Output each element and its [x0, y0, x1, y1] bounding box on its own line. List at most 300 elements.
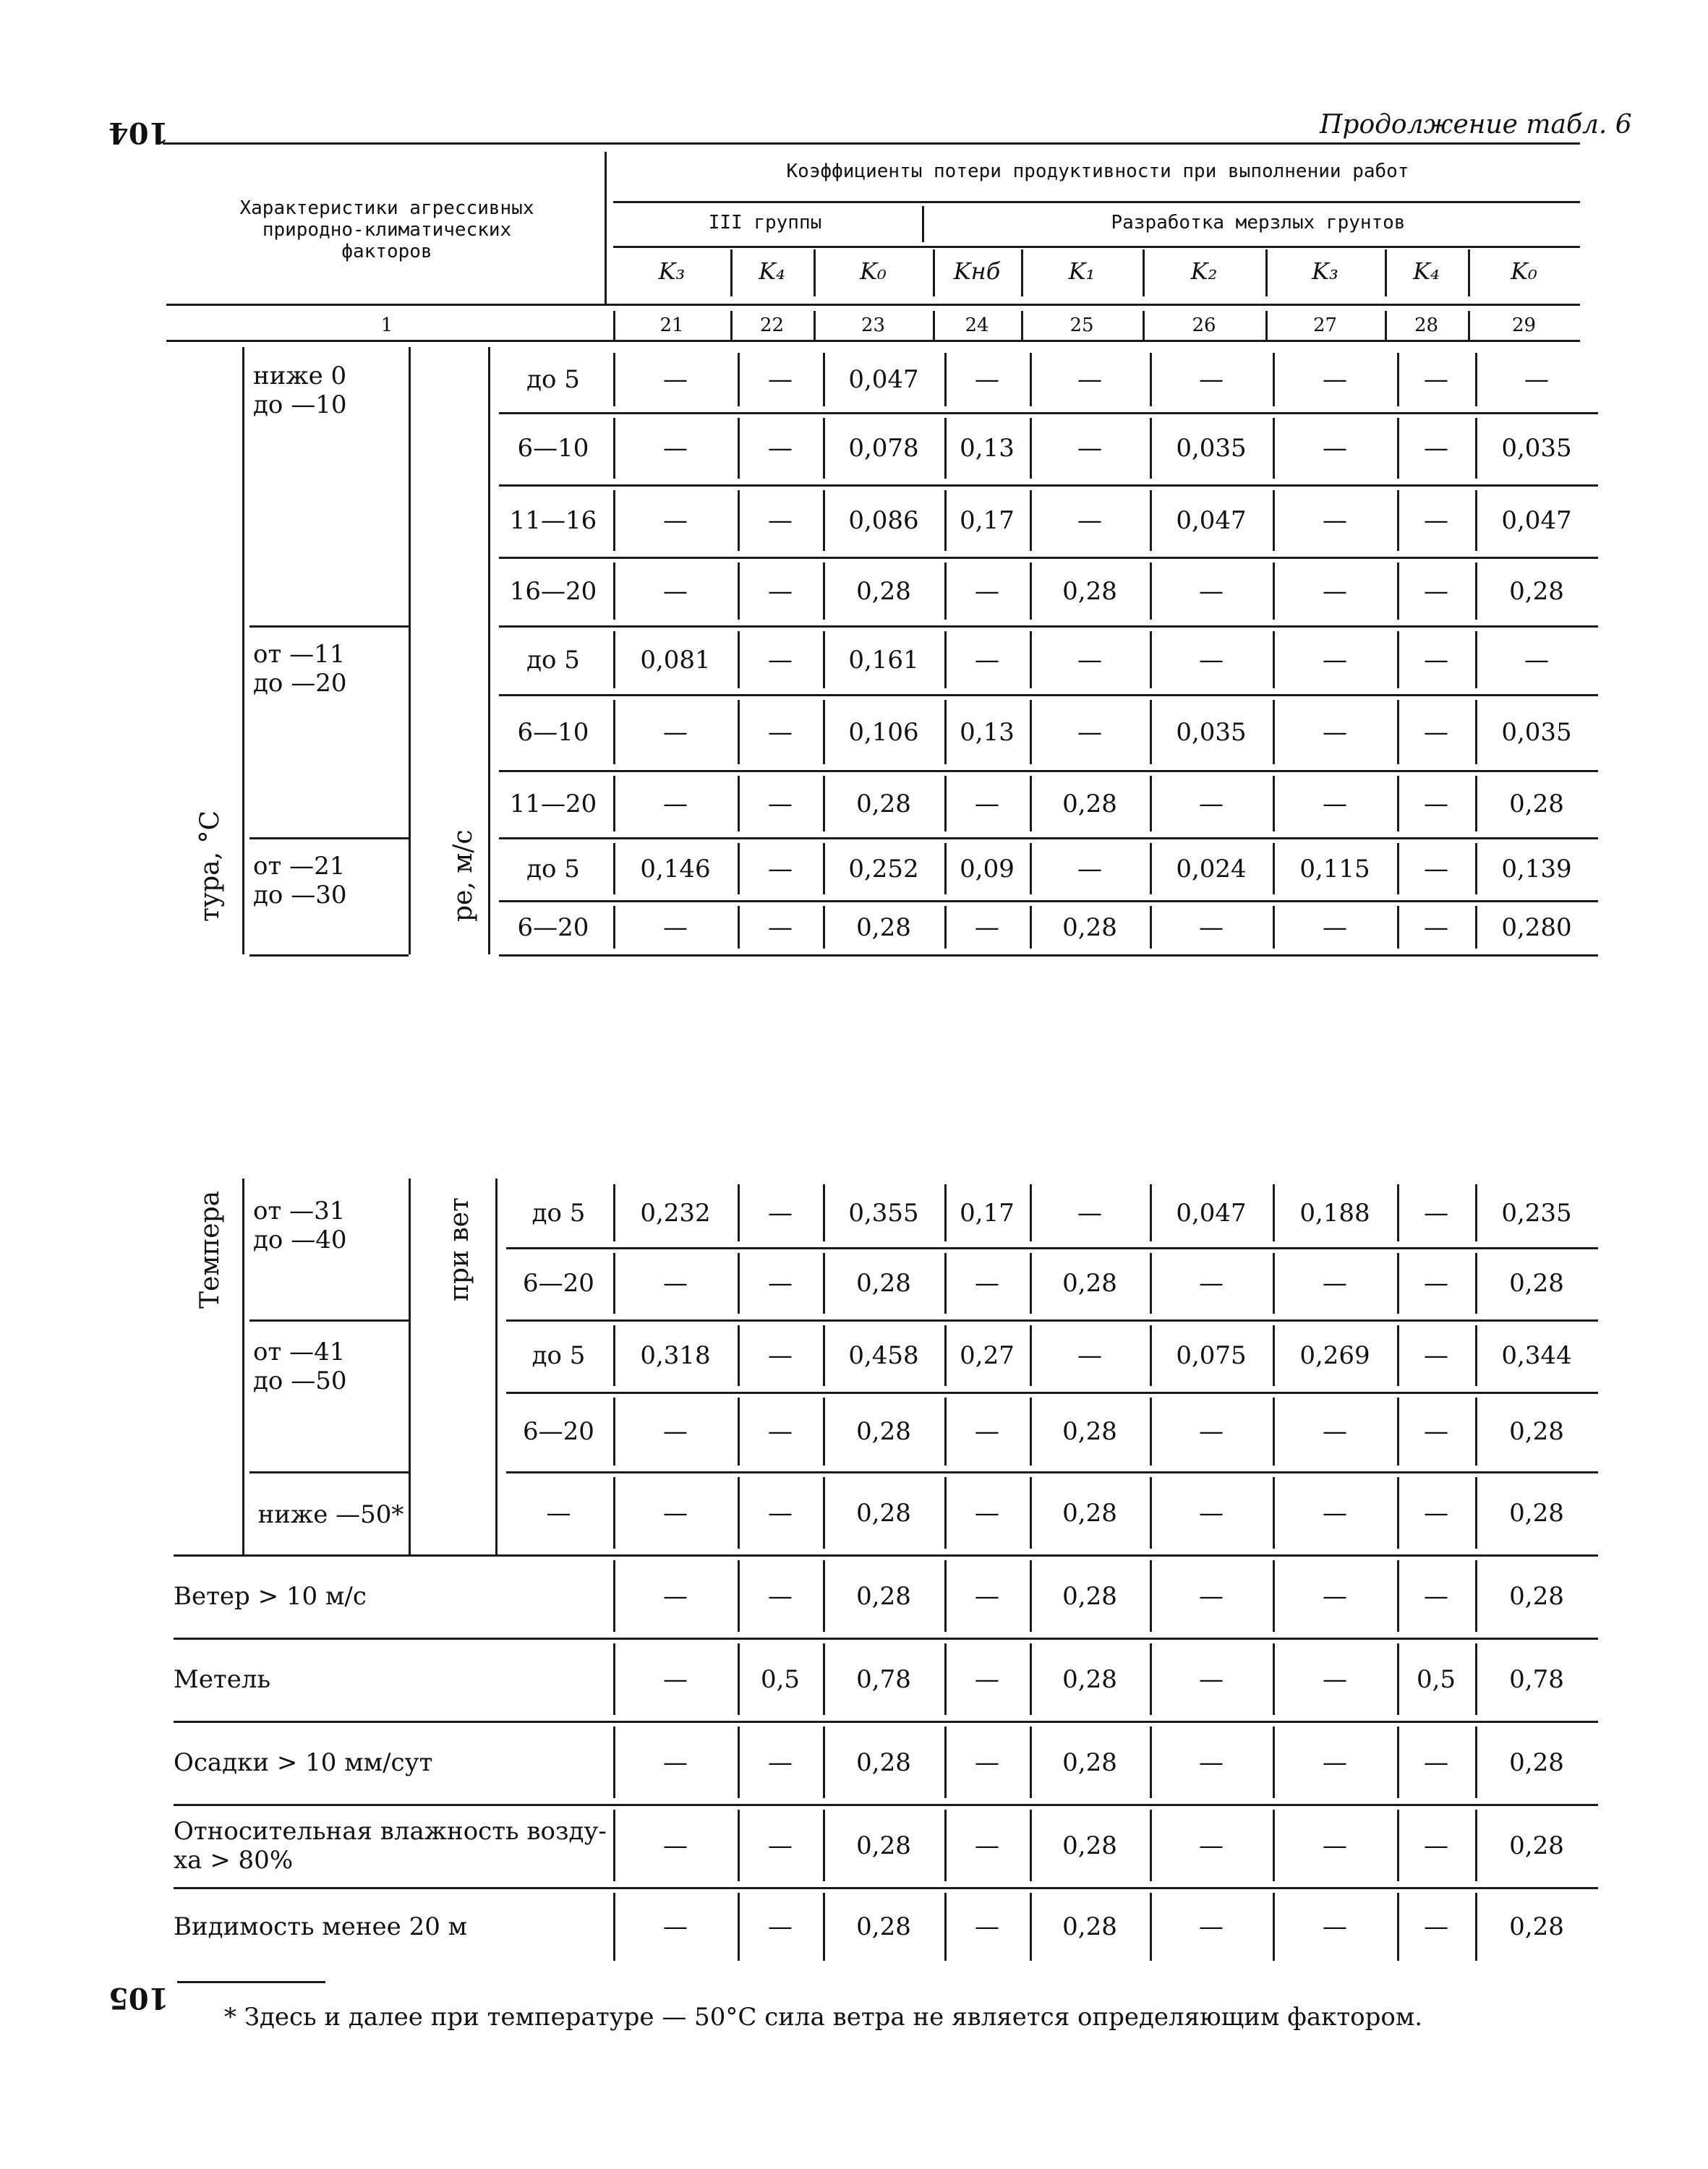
col-divider [1397, 631, 1399, 688]
col-divider [1475, 1253, 1477, 1314]
bottom-row-value: 0,232 [640, 1198, 711, 1228]
top-row-value: — [1424, 717, 1448, 747]
top-row-value: — [1199, 645, 1224, 675]
col-divider [1030, 1477, 1032, 1549]
col-divider [613, 1253, 615, 1314]
temp-group-rule [409, 1178, 411, 1554]
col-divider [944, 1477, 947, 1549]
row-rule [506, 1471, 1598, 1473]
col-divider [613, 700, 615, 764]
wind-group-rule [495, 1178, 498, 1554]
top-row-value: 0,115 [1299, 854, 1370, 884]
top-row-value: — [1424, 506, 1448, 535]
temp-group-rule [242, 347, 244, 954]
col-divider [1397, 562, 1399, 620]
col-divider [738, 1727, 740, 1798]
top-row-value: 0,081 [640, 645, 711, 675]
wind-axis-label: при вет [445, 1197, 474, 1301]
top-row-value: — [768, 434, 793, 463]
top-row-value: — [1323, 434, 1347, 463]
col-divider [738, 1477, 740, 1549]
top-row-value: 0,13 [960, 434, 1015, 463]
col-divider [613, 906, 615, 949]
factor-row-value: — [663, 1747, 688, 1777]
factor-row-value: — [768, 1831, 793, 1860]
bottom-row-value: — [768, 1417, 793, 1446]
col-divider [1273, 906, 1275, 949]
top-row-value: — [1424, 912, 1448, 942]
col-divider [944, 1184, 947, 1241]
bottom-row-value: — [1424, 1341, 1448, 1370]
bottom-row-value: — [1323, 1498, 1347, 1528]
wind-range: 6—10 [517, 434, 589, 463]
top-row-value: — [1323, 365, 1347, 394]
col-divider [738, 418, 740, 479]
footnote: * Здесь и далее при температуре — 50°С сила ветра не является определяющим фактором. [224, 2003, 1423, 2032]
top-row-value: 0,28 [856, 789, 911, 818]
factor-label: Видимость менее 20 м [174, 1912, 468, 1941]
col-divider [738, 843, 740, 894]
col-divider [1150, 700, 1152, 764]
top-row-value: — [663, 434, 688, 463]
col-divider [1475, 1810, 1477, 1881]
col-divider [944, 562, 947, 620]
col-divider [823, 418, 825, 479]
bottom-row-value: — [768, 1341, 793, 1370]
top-row-value: — [1524, 645, 1549, 675]
col-divider [1030, 1253, 1032, 1314]
col-divider [738, 1810, 740, 1881]
col-divider [823, 700, 825, 764]
factor-row-value: — [1199, 1747, 1224, 1777]
bottom-row-value: — [663, 1498, 688, 1528]
bottom-row-value: — [1323, 1417, 1347, 1446]
factor-row-value: 0,28 [1509, 1831, 1564, 1860]
header-top-rule [163, 142, 1580, 145]
header-divider [1265, 249, 1268, 296]
factor-label: Ветер > 10 м/с [174, 1581, 367, 1611]
header-frozen: Разработка мерзлых грунтов [1111, 212, 1406, 234]
header-k-label: K₀ [860, 257, 887, 285]
top-row-value: — [1424, 789, 1448, 818]
bottom-row-value: 0,318 [640, 1341, 711, 1370]
col-number: 23 [861, 315, 886, 336]
temp-group-rule [249, 1471, 409, 1473]
row-rule [174, 1887, 1598, 1889]
page-number-top: 104 [108, 116, 169, 150]
col-divider [1273, 1325, 1275, 1386]
col-divider [613, 353, 615, 406]
col-divider [944, 1643, 947, 1715]
col-divider [1150, 1560, 1152, 1632]
top-row-value: 0,28 [1509, 789, 1564, 818]
factor-row-value: — [1323, 1831, 1347, 1860]
top-row-value: 0,17 [960, 506, 1015, 535]
top-row-value: — [975, 789, 999, 818]
col-divider [944, 1893, 947, 1961]
top-row-value: — [1199, 365, 1224, 394]
factor-row-value: 0,5 [760, 1664, 800, 1694]
bottom-row-value: — [1424, 1198, 1448, 1228]
top-row-value: 0,28 [1062, 576, 1117, 606]
col-divider [823, 1727, 825, 1798]
col-divider [613, 1727, 615, 1798]
bottom-row-value: 0,28 [856, 1498, 911, 1528]
col-divider [1273, 1477, 1275, 1549]
col-divider [823, 562, 825, 620]
top-row-value: 0,13 [960, 717, 1015, 747]
col-divider [1150, 1184, 1152, 1241]
col-number: 25 [1069, 315, 1094, 336]
col-divider [1475, 1477, 1477, 1549]
top-row-value: — [1323, 506, 1347, 535]
top-row-value: — [1077, 645, 1102, 675]
col-divider [823, 1477, 825, 1549]
factor-row-value: 0,78 [856, 1664, 911, 1694]
factor-row-value: 0,28 [1509, 1912, 1564, 1941]
header-divider [1468, 249, 1470, 296]
header-divider [730, 249, 733, 296]
top-row-value: — [1199, 789, 1224, 818]
factor-row-value: — [1424, 1747, 1448, 1777]
col-divider [613, 1560, 615, 1632]
col-divider [1030, 1560, 1032, 1632]
col-divider [823, 906, 825, 949]
row-rule [174, 1721, 1598, 1723]
col-number: 24 [965, 315, 989, 336]
column-numbers-rule [166, 340, 1580, 342]
top-row-value: 0,252 [848, 854, 919, 884]
col-divider [1273, 1810, 1275, 1881]
top-row-value: — [975, 912, 999, 942]
bottom-row-value: — [1077, 1198, 1102, 1228]
factor-row-value: — [1199, 1831, 1224, 1860]
col-divider [1475, 1560, 1477, 1632]
wind-range: до 5 [526, 365, 580, 394]
col-divider [1397, 1643, 1399, 1715]
bottom-row-value: — [1077, 1341, 1102, 1370]
col-divider [823, 1810, 825, 1881]
header-divider [613, 311, 615, 340]
header-divider [1021, 311, 1023, 340]
col-divider [823, 353, 825, 406]
col-divider [1475, 1184, 1477, 1241]
col-divider [738, 1560, 740, 1632]
row-rule [499, 557, 1598, 559]
header-divider [922, 206, 924, 242]
bottom-row-value: — [975, 1269, 999, 1298]
top-row-value: — [768, 365, 793, 394]
col-divider [1150, 562, 1152, 620]
col-divider [1397, 700, 1399, 764]
top-row-value: 0,035 [1501, 717, 1572, 747]
row-rule [506, 1319, 1598, 1322]
col-divider [944, 353, 947, 406]
bottom-row-value: 0,28 [1509, 1417, 1564, 1446]
col-divider [944, 1810, 947, 1881]
top-row-value: — [1323, 912, 1347, 942]
col-divider [613, 1398, 615, 1466]
bottom-row-value: 0,28 [1509, 1498, 1564, 1528]
col-divider [1397, 1810, 1399, 1881]
col-divider [1273, 1893, 1275, 1961]
col-divider [738, 353, 740, 406]
col-divider [944, 1253, 947, 1314]
top-row-value: — [1424, 645, 1448, 675]
bottom-row-value: 0,27 [960, 1341, 1015, 1370]
col-divider [823, 1184, 825, 1241]
col-divider [613, 776, 615, 831]
col-divider [1475, 562, 1477, 620]
top-row-value: 0,035 [1176, 717, 1247, 747]
row-rule [506, 1392, 1598, 1394]
col-divider [823, 631, 825, 688]
col-divider [823, 1893, 825, 1961]
col-divider [1030, 1325, 1032, 1386]
col-divider [1150, 1727, 1152, 1798]
factor-row-value: — [1323, 1664, 1347, 1694]
col-divider [1150, 776, 1152, 831]
bottom-row-value: — [768, 1269, 793, 1298]
top-row-value: — [1077, 434, 1102, 463]
col-divider [1397, 843, 1399, 894]
col-divider [1397, 1893, 1399, 1961]
col-number: 29 [1511, 315, 1537, 336]
top-row-value: — [768, 717, 793, 747]
header-factor: Характеристики агрессивных природно-климатических факторов [239, 197, 534, 262]
factor-label: Метель [174, 1664, 270, 1694]
factor-row-value: — [663, 1664, 688, 1694]
top-row-value: 0,28 [1062, 789, 1117, 818]
col-divider [613, 1184, 615, 1241]
temp-range: ниже —50* [257, 1500, 404, 1529]
col-number: 27 [1312, 315, 1338, 336]
col-divider [1397, 1253, 1399, 1314]
col-divider [1030, 353, 1032, 406]
col-divider [1150, 490, 1152, 551]
factor-row-value: — [975, 1831, 999, 1860]
header-divider [933, 311, 935, 340]
col-divider [944, 490, 947, 551]
bottom-row-value: — [768, 1198, 793, 1228]
top-row-value: — [975, 645, 999, 675]
header-k-label: K₄ [1413, 257, 1440, 285]
col-divider [944, 1560, 947, 1632]
wind-range: до 5 [531, 1198, 586, 1228]
wind-range: 6—20 [517, 912, 589, 942]
col-divider [1150, 1253, 1152, 1314]
factor-row-value: — [1424, 1912, 1448, 1941]
bottom-row-value: 0,28 [1509, 1269, 1564, 1298]
top-row-value: — [768, 645, 793, 675]
col-divider [1273, 776, 1275, 831]
top-row-value: — [1077, 854, 1102, 884]
col-divider [1030, 631, 1032, 688]
col-divider [613, 843, 615, 894]
top-row-value: — [768, 576, 793, 606]
bottom-row-value: 0,269 [1299, 1341, 1370, 1370]
header-k-label: K₂ [1190, 257, 1218, 285]
col-number: 26 [1192, 315, 1216, 336]
top-row-value: — [663, 576, 688, 606]
row-rule [499, 837, 1598, 839]
bottom-row-value: — [1323, 1269, 1347, 1298]
col-divider [944, 843, 947, 894]
row-rule [499, 900, 1598, 902]
col-divider [1397, 1560, 1399, 1632]
temp-range: от —41 до —50 [253, 1338, 347, 1395]
col-divider [1030, 1810, 1032, 1881]
top-row-value: — [1424, 576, 1448, 606]
temp-range: от —11 до —20 [253, 640, 347, 698]
col-divider [1475, 631, 1477, 688]
bottom-row-value: 0,28 [1062, 1269, 1117, 1298]
bottom-row-value: — [1199, 1269, 1224, 1298]
top-row-value: — [1077, 717, 1102, 747]
col-divider [1030, 700, 1032, 764]
col-divider [823, 1643, 825, 1715]
temp-group-rule [249, 954, 409, 957]
top-row-value: — [768, 506, 793, 535]
header-coef-title: Коэффициенты потери продуктивности при выполнении работ [786, 161, 1409, 182]
bottom-row-value: — [975, 1498, 999, 1528]
top-row-value: — [663, 365, 688, 394]
col-divider [1397, 1398, 1399, 1466]
bottom-row-value: — [1424, 1498, 1448, 1528]
col-divider [1273, 631, 1275, 688]
top-row-value: 0,078 [848, 434, 919, 463]
col-divider [1273, 843, 1275, 894]
temp-axis-label: Темпера [195, 1190, 225, 1309]
col-divider [1273, 353, 1275, 406]
col-divider [1397, 1325, 1399, 1386]
col-divider [944, 418, 947, 479]
col-divider [1150, 631, 1152, 688]
temp-group-rule [249, 625, 409, 628]
factor-row-value: — [1199, 1664, 1224, 1694]
factor-row-value: 0,28 [1062, 1831, 1117, 1860]
col-divider [1475, 353, 1477, 406]
header-k-label: Kнб [953, 257, 1001, 285]
header-rule [613, 246, 1580, 248]
bottom-row-value: — [768, 1498, 793, 1528]
col-divider [1273, 490, 1275, 551]
factor-row-value: 0,28 [856, 1912, 911, 1941]
factor-row-value: 0,28 [1509, 1581, 1564, 1611]
col-divider [823, 843, 825, 894]
col-divider [1273, 1184, 1275, 1241]
top-row-value: 0,161 [848, 645, 919, 675]
col-divider [944, 1727, 947, 1798]
col-divider [1150, 843, 1152, 894]
header-k-label: K₃ [1312, 257, 1338, 285]
col-number: 21 [659, 315, 684, 336]
top-row-value: — [1077, 506, 1102, 535]
top-row-value: — [1323, 789, 1347, 818]
col-divider [1397, 418, 1399, 479]
top-row-value: 0,086 [848, 506, 919, 535]
col-divider [823, 490, 825, 551]
factor-label: Относительная влажность возду- ха > 80% [174, 1816, 607, 1875]
top-row-value: — [768, 854, 793, 884]
top-row-value: 0,09 [960, 854, 1015, 884]
col-divider [1150, 418, 1152, 479]
col-divider [1150, 1810, 1152, 1881]
factor-row-value: 0,28 [856, 1581, 911, 1611]
col-divider [1030, 1184, 1032, 1241]
top-row-value: — [663, 912, 688, 942]
factor-row-value: — [1424, 1831, 1448, 1860]
top-row-value: 0,280 [1501, 912, 1572, 942]
header-divider [730, 311, 733, 340]
top-row-value: — [663, 717, 688, 747]
col-number: 22 [759, 315, 785, 336]
header-divider [1143, 249, 1145, 296]
top-row-value: 0,139 [1501, 854, 1572, 884]
factor-row-value: — [768, 1581, 793, 1611]
col-divider [738, 631, 740, 688]
col-divider [944, 1325, 947, 1386]
col-divider [613, 562, 615, 620]
wind-range: 6—20 [523, 1269, 594, 1298]
factor-row-value: — [975, 1664, 999, 1694]
top-row-value: — [663, 789, 688, 818]
wind-range: 16—20 [509, 576, 597, 606]
col-divider [1273, 1398, 1275, 1466]
factor-row-value: 0,28 [1062, 1747, 1117, 1777]
col-divider [738, 700, 740, 764]
factor-row-value: — [1323, 1747, 1347, 1777]
col-divider [613, 418, 615, 479]
factor-row-value: — [1199, 1912, 1224, 1941]
bottom-row-value: 0,458 [848, 1341, 919, 1370]
bottom-row-value: 0,17 [960, 1198, 1015, 1228]
bottom-row-value: — [663, 1417, 688, 1446]
header-group3: III группы [708, 212, 822, 234]
factor-row-value: — [975, 1581, 999, 1611]
col-divider [944, 1398, 947, 1466]
col-divider [1030, 490, 1032, 551]
col-divider [613, 1810, 615, 1881]
col-divider [738, 490, 740, 551]
header-divider [1143, 311, 1145, 340]
bottom-row-value: — [1424, 1417, 1448, 1446]
top-row-value: 0,106 [848, 717, 919, 747]
factor-label: Осадки > 10 мм/сут [174, 1747, 433, 1777]
factor-row-value: — [1323, 1581, 1347, 1611]
top-row-value: — [975, 365, 999, 394]
top-row-value: — [1077, 365, 1102, 394]
top-row-value: — [768, 912, 793, 942]
col-divider [738, 562, 740, 620]
col-number: 28 [1414, 315, 1439, 336]
top-row-value: 0,035 [1501, 434, 1572, 463]
col-divider [613, 490, 615, 551]
factor-row-value: — [975, 1912, 999, 1941]
temp-group-rule [409, 347, 411, 954]
header-bottom-rule [166, 304, 1580, 306]
col-divider [1475, 418, 1477, 479]
wind-group-rule [488, 347, 490, 954]
col-divider [944, 700, 947, 764]
factor-row-value: 0,5 [1416, 1664, 1456, 1694]
factor-row-value: — [1424, 1581, 1448, 1611]
wind-range: 11—16 [509, 506, 597, 535]
row-rule [499, 694, 1598, 696]
col-divider [1397, 1727, 1399, 1798]
header-divider [814, 311, 816, 340]
header-k-label: K₁ [1068, 257, 1096, 285]
